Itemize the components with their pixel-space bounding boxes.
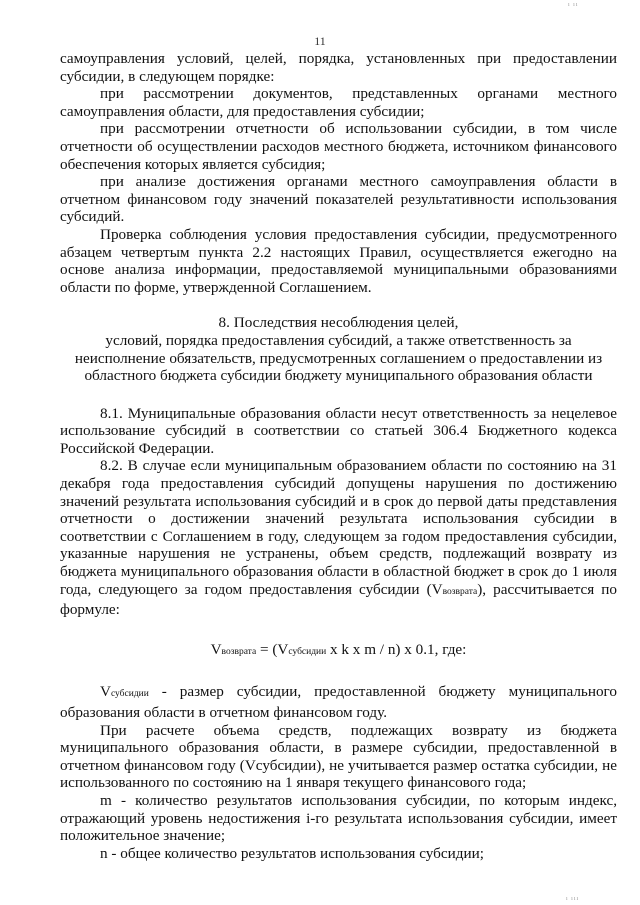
paragraph: самоуправления условий, целей, порядка, установленных при предоставлении субсидии, в следующем порядке: bbox=[60, 50, 617, 85]
paragraph: при рассмотрении отчетности об использовании субсидии, в том числе отчетности об осуществлении расходов местного бюджета, источником финансового обеспечения которых является субсидия; bbox=[60, 120, 617, 173]
section-heading-line2: условий, порядка предоставления субсидий, а также ответственность за неисполнение обязательств, предусмотренных соглашением о предоставлении из областного бюджета субсидии бюджету муниципального образования области bbox=[74, 331, 603, 385]
definition-m: m - количество результатов использования субсидии, по которым индекс, отражающий уровень недостижения i-го результата использования субсидии, имеет положительное значение; bbox=[60, 791, 617, 845]
document-body bbox=[60, 50, 617, 862]
scan-mark-top: ı ıı bbox=[568, 2, 579, 8]
formula: Vвозврата = (Vсубсидии x k x m / n) x 0.1, где: bbox=[210, 640, 467, 658]
scan-mark-bottom: ı ııı bbox=[566, 896, 580, 902]
paragraph-8-1: 8.1. Муниципальные образования области несут ответственность за нецелевое использование субсидий в соответствии со статьей 306.4 Бюджетного кодекса Российской Федерации. bbox=[60, 404, 617, 457]
paragraph: при анализе достижения органами местного самоуправления области в отчетном финансовом году значений показателей результативности использования субсидий. bbox=[60, 173, 617, 226]
paragraph-8-2: 8.2. В случае если муниципальным образованием области по состоянию на 31 декабря года предоставления субсидий допущены нарушения по достижению значений результата использования субсидий и в срок до первой даты представления отчетности о достижении значений результата использования субсидии в соответствии с Соглашением в году, следующем за годом предоставления субсидии, указанные нарушения не устранены, объем средств, подлежащий возврату из бюджета муниципального образования области в областной бюджет в срок до 1 июля года, следующего за годом предоставления субсидии (Vвозврата), рассчитывается по формуле: bbox=[60, 457, 617, 619]
section-heading-line1: 8. Последствия несоблюдения целей, bbox=[218, 314, 459, 332]
paragraph: при рассмотрении документов, представленных органами местного самоуправления области, для предоставления субсидии; bbox=[60, 85, 617, 120]
paragraph: Проверка соблюдения условия предоставления субсидии, предусмотренного абзацем четвертым пункта 2.2 настоящих Правил, осуществляется ежегодно на основе анализа информации, предоставляемой муниципальными образованиями области по форме, утвержденной Соглашением. bbox=[60, 225, 617, 296]
definition-n: n - общее количество результатов использования субсидии; bbox=[100, 844, 484, 862]
section-heading bbox=[60, 314, 617, 384]
definition-paragraph: При расчете объема средств, подлежащих возврату из бюджета муниципального образования области, в размере субсидии, предоставленной в отчетном финансовом году (Vсубсидии), не учитывается размер остатка субсидии, не использованного по состоянию на 1 января текущего финансового года; bbox=[60, 721, 617, 792]
definition-v-subsidii: Vсубсидии - размер субсидии, предоставленной бюджету муниципального образования области в отчетном финансовом году. bbox=[60, 683, 617, 721]
page-number: 11 bbox=[314, 34, 326, 48]
